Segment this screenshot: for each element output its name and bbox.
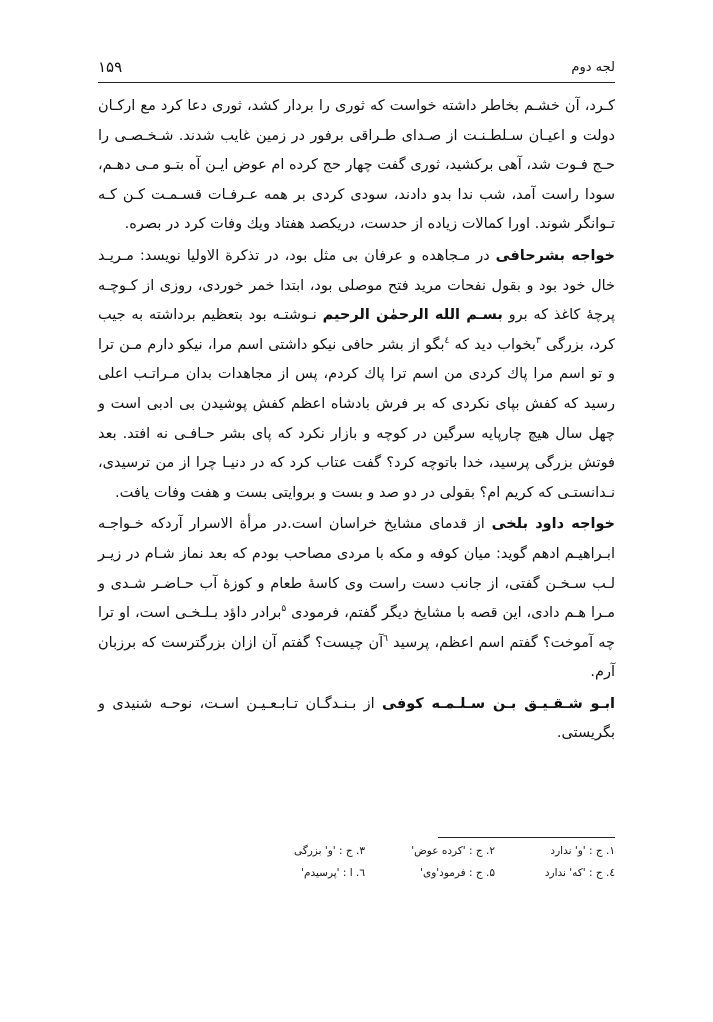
footnote-1: ۱. ج : 'و' ندارد	[550, 845, 615, 857]
person-name-bishr-hafi: خواجه بشرحافی	[495, 247, 615, 264]
footnote-5: ۵. ج : فرمود'وی'	[420, 867, 495, 879]
paragraph-2-text-d: بگو از بشر حافی نیکو داشتی اسم مرا، نیکو دارم مـن ترا و تو اسم مرا پاك کردی من اسم ترا پاك کردم، پس از مجاهدات بدان مـراتـب اعلی رسید که کفش بپای نکردی که بر فرش بادشاه اعظم کفش پوشیدن بی ادبی است و چهل سال هیچ چارپایه سرگین در کوچه و بازار نکرد که پای بشر حـافـی نه افتد. بعد فوتش بزرگی پرسید، خدا باتوچه کرد؟ گفت عتاب کرد که در دنیـا چرا از من ترسیدی، نـدانستـی که کریم ام؟ بقولی در دو صد و بست و بروایتی بست و هفت وفات یافت.	[98, 336, 615, 501]
running-title: لجه دوم	[571, 60, 615, 75]
footnote-row-1	[240, 840, 615, 862]
header-rule	[98, 82, 615, 83]
paragraph-4-text: از بـنـدگـان تـابـعـیـن اسـت، نوحـه شنیدی و بگریستی.	[98, 695, 615, 742]
paragraph-2-text-b: نـوشتـه بود بتعظیم برداشته به جیب کرد، بزرگی	[98, 307, 615, 353]
paragraph-3-text-b: برادر داؤد بـلـخـی است، او ترا چه آموخت؟ گفتم اسم اعظم، پرسید	[98, 605, 615, 651]
paragraph-1	[98, 92, 615, 240]
footnote-mark-3: ۳	[535, 335, 541, 346]
footnote-4: ٤. ج : 'که' ندارد	[544, 867, 615, 879]
footnote-rule	[438, 837, 615, 838]
basmala-text: بسـم الله الرحمٰن الرحیم	[322, 307, 503, 324]
footnote-row-2	[240, 862, 615, 884]
paragraph-dawud-balkhi	[98, 510, 615, 688]
footnote-6: ٦. ا : 'پرسیدم'	[301, 867, 365, 879]
footnote-2: ۲. ج : 'کرده عوض'	[411, 845, 495, 857]
footnotes	[240, 840, 615, 884]
paragraph-abu-shaqiq	[98, 690, 615, 749]
paragraph-bishr-hafi	[98, 242, 615, 508]
paragraph-3-text-c: آن چیست؟ گفتم آن ازان بزرگترست که برزبان آرم.	[98, 634, 615, 681]
footnote-mark-5: ۵	[281, 604, 287, 615]
paragraph-3-text-a: از قدمای مشایخ خراسان است.در مرأة الاسرار آردکه خـواجـه ابـراهیـم ادهم گوید: میان کوفه و مکه با مردی مصاحب بودم که بعد نماز شـام در زیـر لـب سـخـن گفتی، از جانب دست راست وی کاسهٔ طعام و کوزهٔ آب حـاضـر شـدی و مـرا هـم دادی، این قصه با مشایخ دیگر گفتم، فرمودی	[98, 516, 615, 622]
footnote-mark-4: ٤	[444, 335, 450, 346]
paragraph-2-text-a: در مـجاهده و عرفان بی مثل بود، در تذکرة الاولیا نویسد: مـریـد خال خود بود و بقول نفحات مرید فتح موصلی بود، ابتدا خمر خوردی، روزی از کـوچـه پرچهٔ کاغذ که برو	[98, 247, 615, 324]
paragraph-1-text: کـرد، آن خشـم بخاطر داشته خواست که ثوری را بردار کشد، ثوری دعا کرد مع ارکـان دولت و اعیـان سـلطـنـت از صـدای طـراقی برفور در زمین غایب شدند. شـخـصـی را حـج فـوت شد، آهی برکشید، ثوری گفت چهار حج کرده ام عوض ایـن آه بتـو مـی دهـم، سودا راست آمد، شب ندا بدو دادند، سودی کردی بر همه عـرفـات قسـمـت کـن کـه تـوانگر شوند. اورا کمالات زیاده از حدست، دریکصد هفتاد ویك وفات کرد در بصره.	[98, 98, 615, 233]
paragraph-2-text-c: بخواب دید که	[449, 336, 536, 353]
footnote-3: ۳. ج : 'و' بزرگی	[293, 845, 365, 857]
page-number: ۱۵۹	[98, 58, 123, 76]
person-name-abu-shaqiq: ابـو شـقـیـق بـن سـلـمـه کوفی	[382, 695, 616, 712]
footnote-mark-6: ٦	[383, 633, 388, 644]
body-text	[98, 92, 615, 749]
page-header	[98, 58, 615, 88]
person-name-dawud-balkhi: خواجه داود بلخی	[491, 516, 615, 533]
